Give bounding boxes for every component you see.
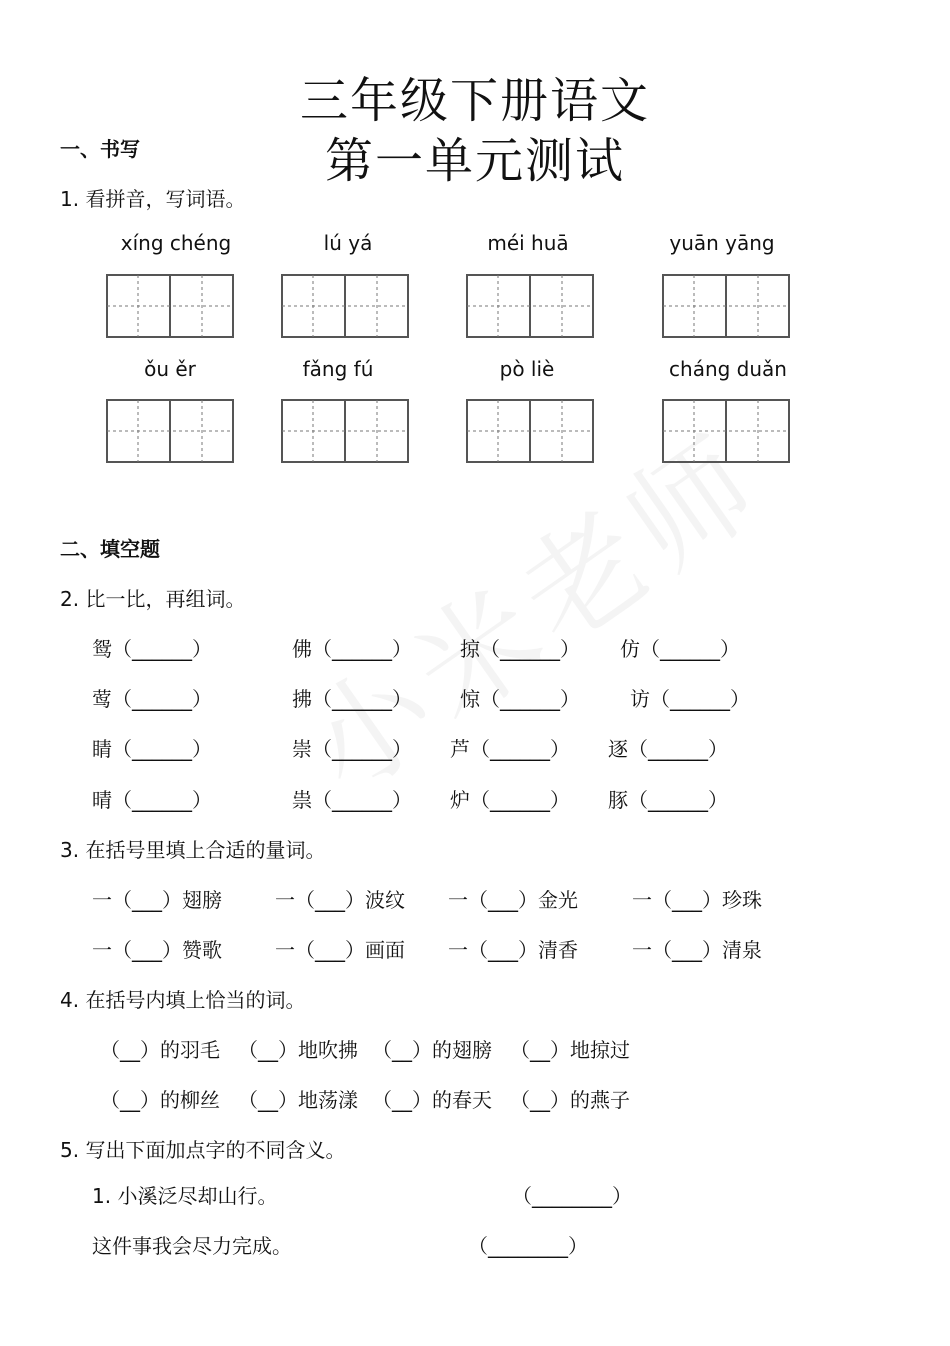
meaning-sentence-2: 这件事我会尽力完成。 bbox=[92, 1234, 292, 1258]
measure-word-item: 一（___）清泉 bbox=[632, 938, 762, 962]
writing-grid[interactable] bbox=[281, 399, 409, 463]
writing-grid[interactable] bbox=[281, 274, 409, 338]
fill-word-item: （__）地荡漾 bbox=[238, 1088, 358, 1112]
fill-word-item: （__）的翅膀 bbox=[372, 1038, 492, 1062]
pinyin-label: cháng duǎn bbox=[669, 357, 787, 381]
compare-item: 佛（______） bbox=[292, 637, 412, 661]
pinyin-label: xíng chéng bbox=[120, 231, 232, 255]
question-2: 2. 比一比，再组词。 bbox=[60, 587, 246, 611]
page-title-line2: 第一单元测试 bbox=[324, 133, 625, 189]
question-1: 1. 看拼音，写词语。 bbox=[60, 187, 246, 211]
measure-word-item: 一（___）翅膀 bbox=[92, 888, 222, 912]
compare-item: 芦（______） bbox=[450, 737, 570, 761]
question-3: 3. 在括号里填上合适的量词。 bbox=[60, 838, 326, 862]
compare-item: 逐（______） bbox=[608, 737, 728, 761]
measure-word-item: 一（___）珍珠 bbox=[632, 888, 762, 912]
pinyin-label: pò liè bbox=[499, 357, 555, 381]
meaning-blank-2[interactable]: （________） bbox=[468, 1234, 588, 1258]
compare-item: 祟（______） bbox=[292, 788, 412, 812]
compare-item: 鸳（______） bbox=[92, 637, 212, 661]
compare-item: 炉（______） bbox=[450, 788, 570, 812]
measure-word-item: 一（___）画面 bbox=[275, 938, 405, 962]
compare-item: 访（______） bbox=[630, 687, 750, 711]
compare-item: 晴（______） bbox=[92, 788, 212, 812]
compare-item: 豚（______） bbox=[608, 788, 728, 812]
writing-grid[interactable] bbox=[466, 399, 594, 463]
writing-grid[interactable] bbox=[106, 399, 234, 463]
fill-word-item: （__）的羽毛 bbox=[100, 1038, 220, 1062]
writing-grid[interactable] bbox=[662, 399, 790, 463]
compare-item: 拂（______） bbox=[292, 687, 412, 711]
compare-item: 崇（______） bbox=[292, 737, 412, 761]
pinyin-label: fǎng fú bbox=[302, 357, 374, 381]
question-4: 4. 在括号内填上恰当的词。 bbox=[60, 988, 306, 1012]
section-heading-writing: 一、书写 bbox=[60, 137, 140, 161]
section-heading-fill: 二、填空题 bbox=[60, 537, 160, 561]
writing-grid[interactable] bbox=[106, 274, 234, 338]
meaning-sentence-1: 1. 小溪泛尽却山行。 bbox=[92, 1184, 278, 1208]
measure-word-item: 一（___）赞歌 bbox=[92, 938, 222, 962]
meaning-blank-1[interactable]: （________） bbox=[512, 1184, 632, 1208]
pinyin-label: lú yá bbox=[323, 231, 373, 255]
page-title-line1: 三年级下册语文 bbox=[299, 73, 650, 129]
measure-word-item: 一（___）金光 bbox=[448, 888, 578, 912]
fill-word-item: （__）地吹拂 bbox=[238, 1038, 358, 1062]
measure-word-item: 一（___）清香 bbox=[448, 938, 578, 962]
compare-item: 惊（______） bbox=[460, 687, 580, 711]
fill-word-item: （__）地掠过 bbox=[510, 1038, 630, 1062]
pinyin-label: méi huā bbox=[487, 231, 569, 255]
fill-word-item: （__）的柳丝 bbox=[100, 1088, 220, 1112]
fill-word-item: （__）的春天 bbox=[372, 1088, 492, 1112]
compare-item: 仿（______） bbox=[620, 637, 740, 661]
compare-item: 睛（______） bbox=[92, 737, 212, 761]
writing-grid[interactable] bbox=[662, 274, 790, 338]
writing-grid[interactable] bbox=[466, 274, 594, 338]
compare-item: 莺（______） bbox=[92, 687, 212, 711]
pinyin-label: yuān yāng bbox=[669, 231, 775, 255]
measure-word-item: 一（___）波纹 bbox=[275, 888, 405, 912]
question-5: 5. 写出下面加点字的不同含义。 bbox=[60, 1138, 346, 1162]
pinyin-label: ǒu ěr bbox=[144, 357, 196, 381]
fill-word-item: （__）的燕子 bbox=[510, 1088, 630, 1112]
compare-item: 掠（______） bbox=[460, 637, 580, 661]
